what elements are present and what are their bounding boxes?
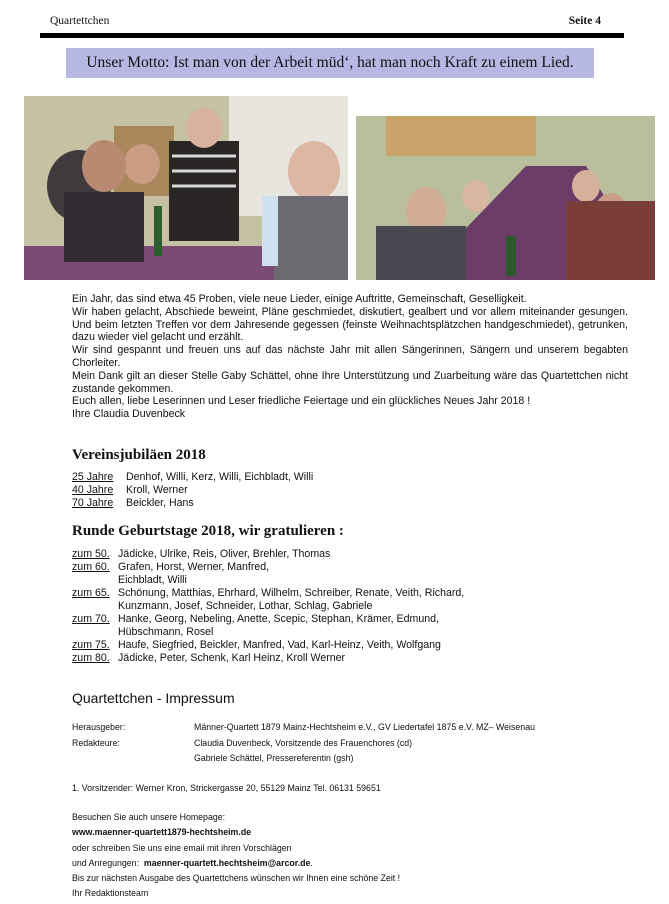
geburtstag-names: Schönung, Matthias, Ehrhard, Wilhelm, Schreiber, Renate, Veith, Richard,: [118, 587, 465, 599]
email-link[interactable]: maenner-quartett.hechtsheim@arcor.de: [143, 858, 311, 868]
closing-signature: Ihr Redaktionsteam: [72, 888, 149, 898]
photo-christmas-table: [356, 116, 655, 280]
redakteur-2: Gabriele Schättel, Pressereferentin (gsh): [194, 753, 354, 763]
jubilaeum-label: 25 Jahre: [72, 471, 114, 483]
jubilaeum-label: 70 Jahre: [72, 497, 114, 509]
jubilaeum-names: Denhof, Willi, Kerz, Willi, Eichbladt, Willi: [126, 471, 314, 483]
geburtstag-names: Jädicke, Ulrike, Reis, Oliver, Brehler, Thomas: [118, 548, 331, 560]
geburtstag-names: Jädicke, Peter, Schenk, Karl Heinz, Kroll Werner: [118, 652, 346, 664]
homepage-link[interactable]: www.maenner-quartett1879-hechtsheim.de: [72, 827, 252, 837]
header-rule: [40, 33, 624, 38]
jubilaeum-names: Kroll, Werner: [126, 484, 188, 496]
jubilaeen-heading: Vereinsjubiläen 2018: [72, 447, 206, 463]
homepage-intro: Besuchen Sie auch unsere Homepage:: [72, 812, 226, 822]
geburtstag-names: Grafen, Horst, Werner, Manfred,: [118, 561, 270, 573]
impressum-heading: Quartettchen - Impressum: [72, 690, 235, 706]
intro-text: [72, 293, 628, 421]
geburtstag-label: zum 70.: [72, 613, 110, 625]
herausgeber-label: Herausgeber:: [72, 722, 126, 732]
redakteur-1: Claudia Duvenbeck, Vorsitzende des Frauenchores (cd): [194, 738, 413, 748]
intro-paragraph: Ein Jahr, das sind etwa 45 Proben, viele neue Lieder, einige Auftritte, Gemeinschaft, Geselligkeit.: [72, 293, 527, 305]
geburtstag-label: zum 75.: [72, 639, 110, 651]
geburtstag-names: Eichbladt, Willi: [118, 574, 187, 586]
intro-paragraph: Mein Dank gilt an dieser Stelle Gaby Schättel, ohne Ihre Unterstützung und Zuarbeitung wäre das Quartettchen nicht zustande gekommen.: [72, 369, 628, 395]
geburtstag-names: Kunzmann, Josef, Schneider, Lothar, Schlag, Gabriele: [118, 600, 373, 612]
redakteure-label: Redakteure:: [72, 738, 120, 748]
vorsitzender-info: 1. Vorsitzender: Werner Kron, Strickergasse 20, 55129 Mainz Tel. 06131 59651: [72, 783, 381, 793]
email-prefix: und Anregungen:: [72, 858, 140, 868]
geburtstag-label: zum 60.: [72, 561, 110, 573]
photo-group-men-illustration: [24, 96, 348, 280]
herausgeber-value: Männer-Quartett 1879 Mainz-Hechtsheim e.V., GV Liedertafel 1875 e.V. MZ– Weisenau: [194, 722, 535, 732]
intro-paragraph: Wir haben gelacht, Abschiede beweint, Pläne geschmiedet, diskutiert, gealbert und vor allem miteinander gesungen. Und beim letzten Treffen vor dem Jahresende gegessen (feinste Weihnachtsplätzchen handgeschmiedet), getrunken, dazu wieder viel gelacht und erzählt.: [72, 305, 628, 344]
geburtstag-label: zum 65.: [72, 587, 110, 599]
photo-group-men: [24, 96, 348, 280]
email-line: [72, 858, 313, 868]
geburtstag-names: Haufe, Siegfried, Beickler, Manfred, Vad, Karl-Heinz, Veith, Wolfgang: [118, 639, 441, 651]
geburtstag-names: Hübschmann, Rosel: [118, 626, 214, 638]
intro-signature: Ihre Claudia Duvenbeck: [72, 408, 186, 421]
page-number: Seite 4: [568, 15, 601, 27]
geburtstage-heading: Runde Geburtstage 2018, wir gratulieren :: [72, 523, 344, 539]
geburtstag-label: zum 80.: [72, 652, 110, 664]
intro-paragraph: Wir sind gespannt und freuen uns auf das nächste Jahr mit allen Sängerinnen, Sängern und unserem begabten Chorleiter.: [72, 344, 628, 369]
jubilaeum-label: 40 Jahre: [72, 484, 114, 496]
motto-banner: Unser Motto: Ist man von der Arbeit müd‘, hat man noch Kraft zu einem Lied.: [66, 48, 594, 78]
photo-christmas-table-illustration: [356, 116, 655, 280]
geburtstag-names: Hanke, Georg, Nebeling, Anette, Scepic, Stephan, Krämer, Edmund,: [118, 613, 439, 625]
email-suffix: .: [310, 858, 313, 868]
email-intro: oder schreiben Sie uns eine email mit ihren Vorschlägen: [72, 843, 292, 853]
intro-paragraph: Euch allen, liebe Leserinnen und Leser friedliche Feiertage und ein glückliches Neues Jahr 2018 !: [72, 395, 531, 408]
geburtstag-label: zum 50.: [72, 548, 110, 560]
jubilaeum-names: Beickler, Hans: [126, 497, 194, 509]
closing-text: Bis zur nächsten Ausgabe des Quartettchens wünschen wir Ihnen eine schöne Zeit !: [72, 873, 401, 883]
header-title: Quartettchen: [50, 15, 110, 27]
